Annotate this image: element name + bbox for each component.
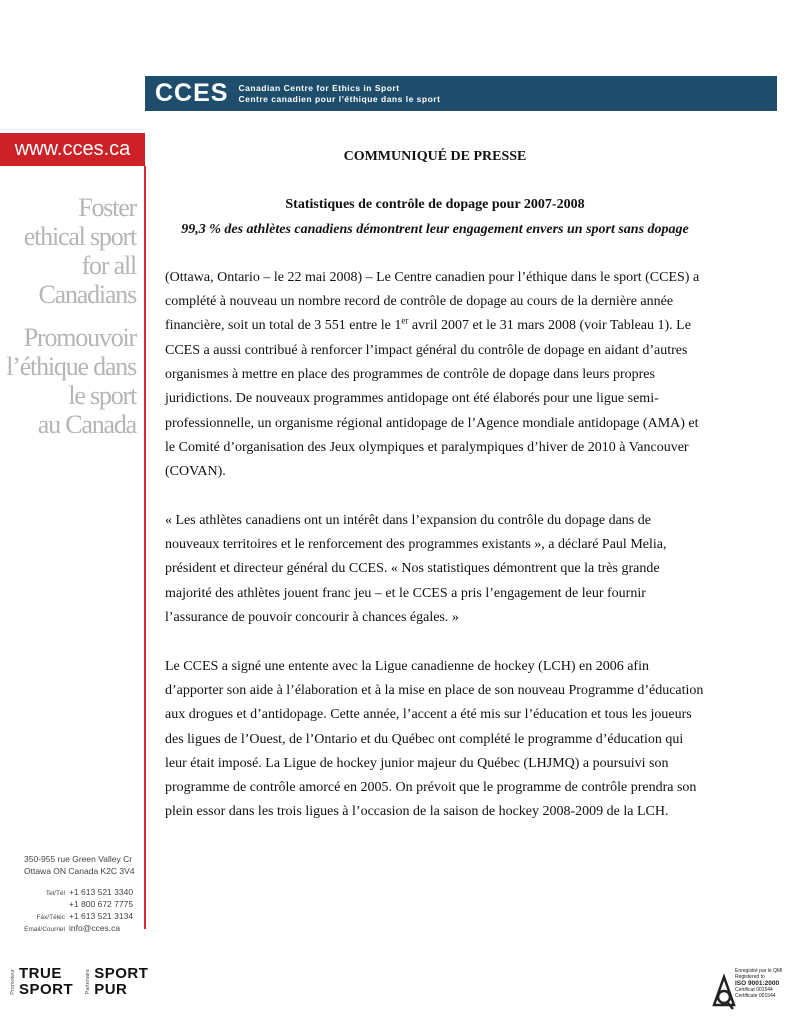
iso-line: Registered to [735,974,765,981]
contact-info [24,887,137,935]
document-heading: COMMUNIQUÉ DE PRESSE [343,149,527,164]
ordinal-superscript: er [401,315,409,326]
partner-label: Partenaire [85,969,92,995]
iso-line: Certificat 001544 [735,986,773,993]
tagline-fr-line: l’éthique dans [6,352,136,381]
sidebar-divider [144,166,146,929]
tagline-en-line: Canadians [38,280,136,309]
paragraph-1-part-a: (Ottawa, Ontario – le 22 mai 2008) – Le Centre canadien pour l’éthique dans le sport (CCES) a complété à nouveau un nombre record de contrôle de dopage au cours de la dernière année financière, soit un total de 3 551 entre le 1 [165,269,700,334]
contact-value: +1 800 672 7775 [69,899,134,909]
iso-line: Certificate 001544 [735,993,776,1000]
contact-value: +1 613 521 3340 [69,887,134,897]
postal-address [24,853,136,877]
contact-email[interactable]: info@cces.ca [69,923,121,933]
website-link[interactable]: www.cces.ca [14,138,131,160]
contact-row [24,911,137,923]
contact-value: +1 613 521 3134 [69,911,134,921]
paragraph-2: « Les athlètes canadiens ont un intérêt dans l’expansion du contrôle du dopage dans de nouveaux territoires et le renforcement des programmes existants », a déclaré Paul Melia, président et directeur général du CCES. « Nos statistiques démontrent que la très grande majorité des athlètes jouent franc jeu – et le CCES a pris l’engagement de leur fournir l’assurance de pouvoir concourir à chances égales. » [165,512,667,626]
tagline-en-line: for all [81,251,136,280]
true-sport-logos [10,966,148,998]
header-banner [145,76,777,111]
paragraph-1 [165,266,705,485]
true-sport-logo [19,966,73,998]
contact-row [24,899,137,911]
website-box[interactable] [0,133,145,166]
org-acronym: CCES [155,79,229,107]
org-names [238,83,440,105]
contact-row [24,923,137,935]
logo-word-sport: SPORT [19,981,74,998]
logo-word-pur: PUR [94,981,128,998]
sidebar-tagline [6,193,136,439]
org-name-en: Canadian Centre for Ethics in Sport [238,82,400,93]
iso-certification-text [735,968,787,999]
contact-label: Email/Courriel [24,926,65,933]
contact-row [24,887,137,899]
contact-label: Fax/Téléc [36,914,65,921]
document-title: Statistiques de contrôle de dopage pour 2007-2008 [285,197,585,213]
iso-standard: ISO 9001:2000 [735,979,780,987]
iso-line: Enregistré par le QMI [735,968,783,974]
tagline-fr-line: au Canada [37,410,136,439]
document-subtitle: 99,3 % des athlètes canadiens démontrent leur engagement envers un sport sans dopage [181,221,689,237]
logo-word-sport-fr: SPORT [94,965,149,982]
tagline-en-line: ethical sport [23,222,136,251]
logo-word-true: TRUE [19,965,62,982]
contact-label: Tel/Tél [45,890,65,897]
org-name-fr: Centre canadien pour l’éthique dans le sport [238,93,441,104]
tagline-fr-line: le sport [68,381,136,410]
sport-pur-logo [94,966,148,998]
promoter-label: Promoteur [10,969,16,995]
tagline-en-line: Foster [78,193,136,222]
press-release-body [165,145,705,849]
paragraph-3: Le CCES a signé une entente avec la Ligue canadienne de hockey (LCH) en 2006 afin d’apporter son aide à l’élaboration et à la mise en place de son nouveau Programme d’éducation aux drogues et d’antidopage. Cette année, l’accent a été mis sur l’éducation et tous les joueurs des ligues de l’Ouest, de l’Ontario et du Québec ont complété le programme d’éducation qui leur était imposé. La Ligue de hockey junior majeur du Québec (LHJMQ) a poursuivi son programme de contrôle amorcé en 2005. On prévoit que le programme de contrôle prendra son plein essor dans les trois ligues à l’occasion de la saison de hockey 2008-2009 de la LCH. [165,658,704,820]
address-line: 350-955 rue Green Valley Cr [24,854,133,864]
paragraph-1-part-b: avril 2007 et le 31 mars 2008 (voir Tableau 1). Le CCES a aussi contribué à renforcer l’impact général du contrôle de dopage en aidant d’autres organismes à mettre en place des programmes de contrôle de dopage dans leurs propres juridictions. De nouveaux programmes antidopage ont été élaborés pour une ligue semi-professionnelle, un organisme régional antidopage de l’Agence mondiale antidopage (AMA) et le Comité d’organisation des Jeux olympiques et paralympiques d’hiver de 2010 à Vancouver (COVAN). [165,318,699,480]
address-line: Ottawa ON Canada K2C 3V4 [24,866,135,876]
tagline-fr-line: Promouvoir [23,323,136,352]
